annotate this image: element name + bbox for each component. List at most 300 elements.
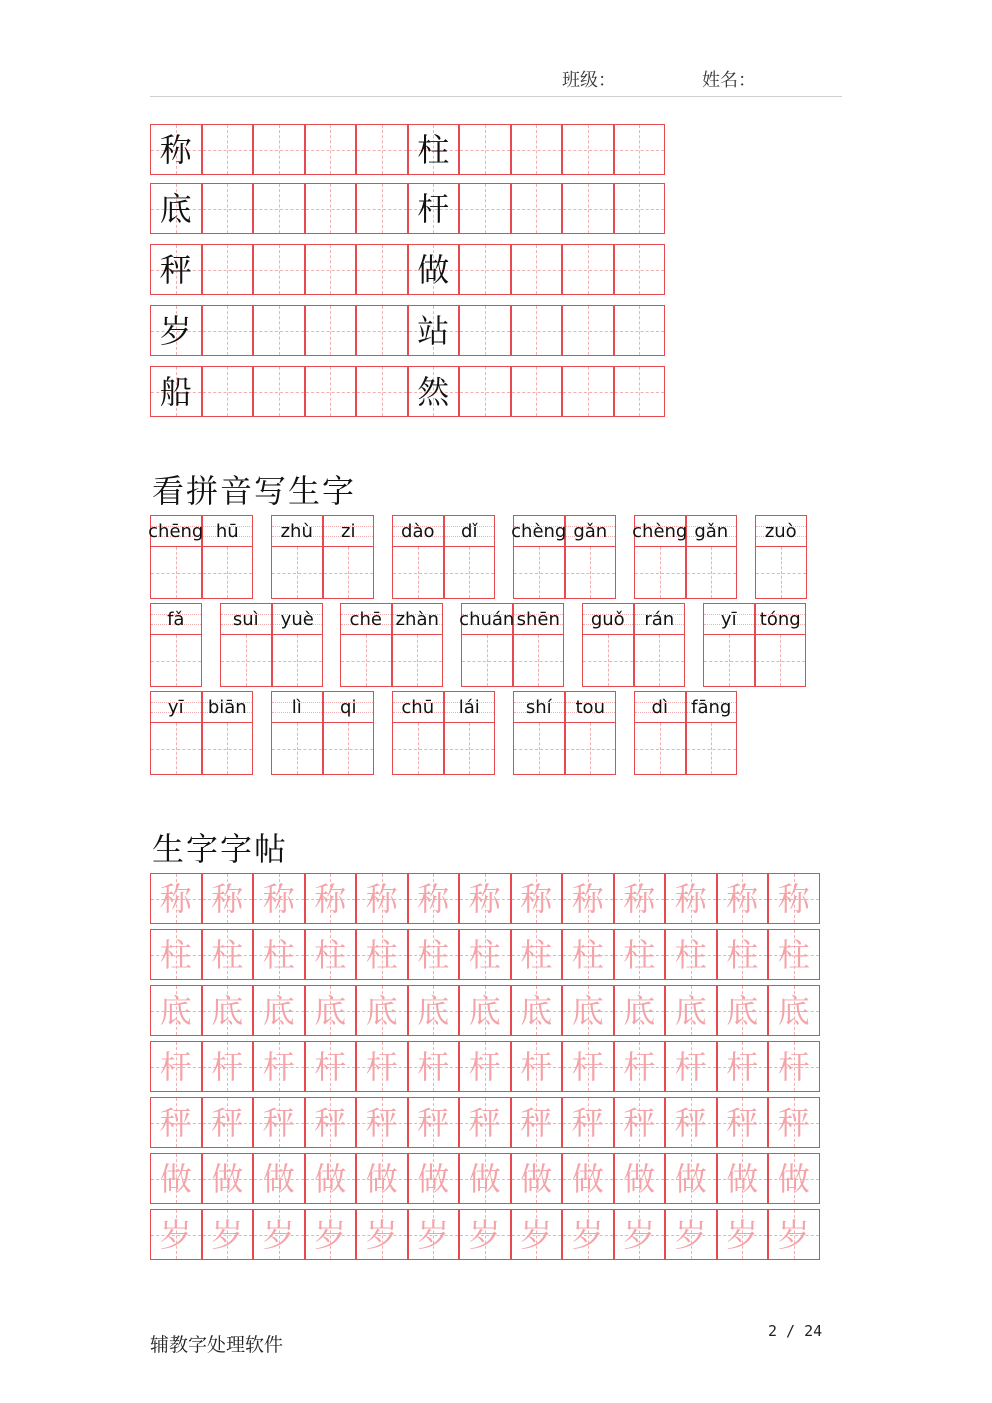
practice-cell: [150, 305, 202, 356]
trace-character: 岁: [262, 1215, 295, 1254]
copybook-cell: [408, 1041, 460, 1092]
trace-character: 岁: [365, 1215, 398, 1254]
copybook-cell: [768, 985, 820, 1036]
trace-character: 称: [159, 879, 192, 918]
pinyin-syllable-box: [634, 515, 686, 599]
writing-cell[interactable]: [341, 635, 391, 686]
copybook-cell: [562, 1209, 614, 1260]
copybook-cell: [511, 1153, 563, 1204]
pinyin-syllable-box: [513, 603, 565, 687]
copybook-cell: [665, 873, 717, 924]
trace-character: 底: [314, 991, 347, 1030]
trace-character: 柱: [159, 935, 192, 974]
trace-character: 底: [520, 991, 553, 1030]
practice-cell: [614, 244, 666, 295]
copybook-cell: [614, 985, 666, 1036]
pinyin-word-box: [150, 691, 253, 775]
pinyin-syllable: chēng: [148, 520, 204, 542]
practice-cell: [356, 305, 408, 356]
pinyin-syllable-box: [272, 603, 324, 687]
practice-cell: [253, 305, 305, 356]
trace-character: 底: [365, 991, 398, 1030]
pinyin-syllable: chē: [349, 608, 382, 630]
writing-cell[interactable]: [393, 547, 443, 598]
trace-character: 底: [571, 991, 604, 1030]
practice-cell: [150, 244, 202, 295]
pinyin-line: [632, 516, 688, 547]
pinyin-syllable: fǎ: [167, 608, 185, 630]
trace-character: 柱: [314, 935, 347, 974]
copybook-cell: [511, 1209, 563, 1260]
practice-cell: [305, 366, 357, 417]
practice-cell: [253, 244, 305, 295]
pinyin-syllable: suì: [232, 608, 259, 630]
pinyin-syllable-box: [634, 691, 686, 775]
copybook-cell: [717, 1041, 769, 1092]
trace-character: 秤: [726, 1103, 759, 1142]
pinyin-syllable: chū: [401, 696, 435, 718]
writing-cell[interactable]: [221, 635, 271, 686]
practice-cell: [305, 183, 357, 234]
pinyin-word-box: [582, 603, 685, 687]
writing-cell[interactable]: [272, 723, 322, 774]
copybook-cell: [202, 1153, 254, 1204]
trace-character: 柱: [674, 935, 707, 974]
trace-character: 岁: [623, 1215, 656, 1254]
pinyin-word-box: [755, 515, 807, 599]
copybook-cell: [202, 985, 254, 1036]
copybook-cell: [459, 929, 511, 980]
copybook-cell: [459, 1153, 511, 1204]
practice-cell: [408, 244, 460, 295]
writing-cell[interactable]: [324, 723, 374, 774]
copybook-cell: [768, 1041, 820, 1092]
copybook-cell: [614, 1209, 666, 1260]
pinyin-syllable: lái: [458, 696, 480, 718]
trace-character: 做: [417, 1159, 450, 1198]
writing-cell[interactable]: [635, 723, 685, 774]
practice-cell: [459, 183, 511, 234]
copybook-cell: [305, 1041, 357, 1092]
trace-character: 称: [262, 879, 295, 918]
writing-cell[interactable]: [514, 723, 564, 774]
pinyin-line: [151, 604, 201, 635]
pinyin-line: [221, 604, 271, 635]
copybook-cell: [717, 929, 769, 980]
trace-character: 杆: [159, 1047, 192, 1086]
trace-character: 秤: [571, 1103, 604, 1142]
practice-character: 岁: [159, 311, 192, 350]
copybook-cell: [150, 1153, 202, 1204]
writing-cell[interactable]: [514, 547, 564, 598]
trace-character: 秤: [468, 1103, 501, 1142]
practice-cell: [356, 124, 408, 175]
pinyin-syllable: chèng: [632, 520, 688, 542]
copybook-cell: [150, 985, 202, 1036]
trace-character: 做: [262, 1159, 295, 1198]
pinyin-syllable-box: [150, 691, 202, 775]
practice-character: 秤: [159, 250, 192, 289]
practice-character: 然: [417, 372, 450, 411]
practice-character: 船: [159, 372, 192, 411]
writing-cell[interactable]: [203, 723, 253, 774]
trace-character: 底: [417, 991, 450, 1030]
pinyin-syllable: dǐ: [461, 520, 478, 542]
trace-character: 岁: [468, 1215, 501, 1254]
writing-cell[interactable]: [272, 547, 322, 598]
writing-cell[interactable]: [687, 547, 737, 598]
trace-character: 秤: [674, 1103, 707, 1142]
pinyin-line: [203, 516, 253, 547]
practice-character: 站: [417, 311, 450, 350]
copybook-cell: [665, 985, 717, 1036]
trace-character: 底: [777, 991, 810, 1030]
trace-character: 秤: [365, 1103, 398, 1142]
pinyin-syllable: chuán: [459, 608, 515, 630]
pinyin-word-box: [220, 603, 323, 687]
pinyin-syllable: chèng: [511, 520, 567, 542]
pinyin-syllable-box: [444, 515, 496, 599]
pinyin-syllable: rán: [644, 608, 675, 630]
pinyin-line: [341, 604, 391, 635]
writing-cell[interactable]: [203, 547, 253, 598]
trace-character: 称: [674, 879, 707, 918]
writing-cell[interactable]: [151, 635, 201, 686]
trace-character: 秤: [262, 1103, 295, 1142]
header-name-label: 姓名：: [702, 70, 756, 91]
writing-cell[interactable]: [687, 723, 737, 774]
copybook-cell: [253, 985, 305, 1036]
pinyin-word-box: [392, 515, 495, 599]
trace-character: 秤: [211, 1103, 244, 1142]
trace-character: 称: [520, 879, 553, 918]
copybook-cell: [202, 929, 254, 980]
practice-character: 底: [159, 189, 192, 228]
writing-cell[interactable]: [151, 723, 201, 774]
trace-character: 做: [314, 1159, 347, 1198]
copybook-cell: [614, 1041, 666, 1092]
trace-character: 做: [571, 1159, 604, 1198]
copybook-cell: [768, 929, 820, 980]
copybook-cell: [202, 1097, 254, 1148]
pinyin-syllable-box: [150, 515, 202, 599]
header-divider: [150, 96, 842, 97]
practice-cell: [562, 305, 614, 356]
pinyin-syllable-box: [565, 515, 617, 599]
trace-character: 做: [365, 1159, 398, 1198]
practice-cell: [202, 305, 254, 356]
page-number: 2 / 24: [768, 1322, 823, 1340]
trace-character: 做: [520, 1159, 553, 1198]
trace-character: 岁: [520, 1215, 553, 1254]
trace-character: 杆: [365, 1047, 398, 1086]
writing-cell[interactable]: [393, 635, 443, 686]
trace-character: 杆: [674, 1047, 707, 1086]
copybook-cell: [253, 1209, 305, 1260]
writing-cell[interactable]: [566, 723, 616, 774]
practice-cell: [511, 124, 563, 175]
copybook-cell: [562, 929, 614, 980]
pinyin-word-box: [461, 603, 564, 687]
copybook-cell: [768, 1097, 820, 1148]
pinyin-syllable-box: [686, 515, 738, 599]
trace-character: 岁: [211, 1215, 244, 1254]
trace-character: 杆: [777, 1047, 810, 1086]
pinyin-line: [324, 516, 374, 547]
copybook-cell: [562, 1097, 614, 1148]
practice-cell: [511, 244, 563, 295]
pinyin-syllable: hū: [215, 520, 239, 542]
pinyin-line: [514, 692, 564, 723]
copybook-cell: [253, 873, 305, 924]
practice-cell: [305, 124, 357, 175]
practice-cell: [356, 244, 408, 295]
trace-character: 称: [211, 879, 244, 918]
writing-cell[interactable]: [445, 547, 495, 598]
pinyin-word-box: [271, 515, 374, 599]
copybook-cell: [511, 873, 563, 924]
copybook-cell: [356, 1153, 408, 1204]
copybook-cell: [614, 873, 666, 924]
writing-cell[interactable]: [566, 547, 616, 598]
writing-cell[interactable]: [462, 635, 512, 686]
pinyin-line: [687, 692, 737, 723]
practice-cell: [305, 305, 357, 356]
pinyin-section-title: 看拼音写生字: [152, 472, 357, 510]
copybook-cell: [150, 1209, 202, 1260]
trace-character: 做: [726, 1159, 759, 1198]
trace-character: 杆: [468, 1047, 501, 1086]
pinyin-syllable-box: [150, 603, 202, 687]
trace-character: 柱: [468, 935, 501, 974]
trace-character: 柱: [777, 935, 810, 974]
copybook-cell: [717, 1153, 769, 1204]
writing-cell[interactable]: [514, 635, 564, 686]
trace-character: 杆: [726, 1047, 759, 1086]
pinyin-syllable-box: [340, 603, 392, 687]
copybook-cell: [305, 1209, 357, 1260]
trace-character: 秤: [314, 1103, 347, 1142]
writing-cell[interactable]: [393, 723, 443, 774]
pinyin-line: [393, 604, 443, 635]
copybook-cell: [768, 1153, 820, 1204]
pinyin-line: [272, 692, 322, 723]
writing-cell[interactable]: [704, 635, 754, 686]
trace-character: 杆: [262, 1047, 295, 1086]
writing-cell[interactable]: [273, 635, 323, 686]
pinyin-syllable-box: [513, 691, 565, 775]
pinyin-syllable-box: [323, 515, 375, 599]
pinyin-syllable-box: [202, 515, 254, 599]
pinyin-syllable: shēn: [516, 608, 560, 630]
writing-cell[interactable]: [635, 635, 685, 686]
trace-character: 做: [159, 1159, 192, 1198]
pinyin-syllable: tóng: [759, 608, 801, 630]
trace-character: 底: [674, 991, 707, 1030]
pinyin-line: [514, 604, 564, 635]
copybook-section-title: 生字字帖: [152, 830, 289, 868]
trace-character: 柱: [571, 935, 604, 974]
pinyin-line: [151, 692, 201, 723]
practice-cell: [511, 305, 563, 356]
pinyin-syllable-box: [686, 691, 738, 775]
pinyin-syllable: yuè: [280, 608, 314, 630]
practice-cell: [408, 124, 460, 175]
pinyin-syllable: dì: [651, 696, 668, 718]
pinyin-syllable-box: [755, 515, 807, 599]
trace-character: 做: [623, 1159, 656, 1198]
trace-character: 岁: [571, 1215, 604, 1254]
copybook-cell: [150, 929, 202, 980]
pinyin-line: [756, 604, 806, 635]
trace-character: 秤: [159, 1103, 192, 1142]
practice-cell: [614, 183, 666, 234]
copybook-cell: [614, 1097, 666, 1148]
pinyin-line: [203, 692, 253, 723]
copybook-cell: [768, 1209, 820, 1260]
pinyin-syllable: biān: [207, 696, 247, 718]
copybook-cell: [665, 1209, 717, 1260]
practice-cell: [253, 183, 305, 234]
pinyin-word-box: [703, 603, 806, 687]
pinyin-word-box: [513, 691, 616, 775]
practice-cell: [253, 366, 305, 417]
pinyin-syllable-box: [220, 603, 272, 687]
practice-cell: [614, 305, 666, 356]
practice-cell: [408, 305, 460, 356]
trace-character: 柱: [365, 935, 398, 974]
trace-character: 秤: [623, 1103, 656, 1142]
copybook-cell: [356, 1097, 408, 1148]
copybook-cell: [202, 1041, 254, 1092]
trace-character: 做: [777, 1159, 810, 1198]
copybook-cell: [511, 1041, 563, 1092]
trace-character: 杆: [314, 1047, 347, 1086]
copybook-cell: [614, 1153, 666, 1204]
writing-cell[interactable]: [151, 547, 201, 598]
copybook-cell: [253, 1153, 305, 1204]
pinyin-syllable: yī: [167, 696, 184, 718]
copybook-cell: [562, 1153, 614, 1204]
trace-character: 岁: [726, 1215, 759, 1254]
copybook-cell: [305, 929, 357, 980]
pinyin-line: [704, 604, 754, 635]
practice-cell: [305, 244, 357, 295]
copybook-cell: [408, 1153, 460, 1204]
pinyin-line: [459, 604, 515, 635]
pinyin-syllable-box: [634, 603, 686, 687]
pinyin-line: [148, 516, 204, 547]
copybook-cell: [356, 1209, 408, 1260]
pinyin-syllable-box: [703, 603, 755, 687]
pinyin-syllable: zi: [341, 520, 356, 542]
copybook-cell: [614, 929, 666, 980]
writing-cell[interactable]: [583, 635, 633, 686]
pinyin-syllable: gǎn: [694, 520, 729, 542]
copybook-cell: [253, 1097, 305, 1148]
practice-cell: [150, 183, 202, 234]
practice-cell: [150, 124, 202, 175]
pinyin-syllable-box: [444, 691, 496, 775]
copybook-cell: [408, 1097, 460, 1148]
practice-cell: [562, 366, 614, 417]
copybook-cell: [717, 873, 769, 924]
copybook-cell: [665, 929, 717, 980]
trace-character: 柱: [726, 935, 759, 974]
pinyin-syllable: zhù: [280, 520, 313, 542]
copybook-cell: [150, 1041, 202, 1092]
practice-cell: [253, 124, 305, 175]
pinyin-syllable: fāng: [691, 696, 732, 718]
writing-cell[interactable]: [756, 635, 806, 686]
pinyin-syllable: tou: [575, 696, 605, 718]
writing-cell[interactable]: [445, 723, 495, 774]
writing-cell[interactable]: [635, 547, 685, 598]
pinyin-syllable: qi: [340, 696, 357, 718]
practice-character: 做: [417, 250, 450, 289]
pinyin-line: [324, 692, 374, 723]
copybook-cell: [253, 1041, 305, 1092]
pinyin-line: [393, 516, 443, 547]
pinyin-syllable: dào: [401, 520, 435, 542]
trace-character: 底: [159, 991, 192, 1030]
pinyin-line: [756, 516, 806, 547]
pinyin-syllable-box: [392, 515, 444, 599]
pinyin-line: [583, 604, 633, 635]
trace-character: 称: [417, 879, 450, 918]
practice-cell: [562, 183, 614, 234]
trace-character: 杆: [571, 1047, 604, 1086]
copybook-cell: [305, 873, 357, 924]
trace-character: 岁: [674, 1215, 707, 1254]
pinyin-line: [272, 516, 322, 547]
writing-cell[interactable]: [324, 547, 374, 598]
practice-cell: [511, 183, 563, 234]
pinyin-word-box: [513, 515, 616, 599]
copybook-cell: [459, 1041, 511, 1092]
pinyin-syllable-box: [202, 691, 254, 775]
copybook-cell: [305, 1153, 357, 1204]
trace-character: 杆: [417, 1047, 450, 1086]
pinyin-word-box: [150, 603, 202, 687]
pinyin-line: [687, 516, 737, 547]
copybook-cell: [253, 929, 305, 980]
header-class-label: 班级：: [562, 70, 616, 91]
practice-character: 杆: [417, 189, 450, 228]
trace-character: 底: [468, 991, 501, 1030]
practice-cell: [408, 183, 460, 234]
pinyin-syllable-box: [461, 603, 513, 687]
pinyin-syllable-box: [755, 603, 807, 687]
copybook-cell: [408, 873, 460, 924]
trace-character: 称: [365, 879, 398, 918]
pinyin-syllable: shí: [525, 696, 552, 718]
copybook-cell: [562, 985, 614, 1036]
trace-character: 岁: [159, 1215, 192, 1254]
practice-cell: [202, 124, 254, 175]
copybook-cell: [459, 873, 511, 924]
copybook-cell: [562, 1041, 614, 1092]
writing-cell[interactable]: [756, 547, 806, 598]
trace-character: 称: [726, 879, 759, 918]
pinyin-syllable: guǒ: [590, 608, 625, 630]
pinyin-word-box: [392, 691, 495, 775]
pinyin-line: [635, 692, 685, 723]
practice-cell: [614, 366, 666, 417]
copybook-cell: [202, 873, 254, 924]
pinyin-syllable-box: [582, 603, 634, 687]
trace-character: 称: [314, 879, 347, 918]
